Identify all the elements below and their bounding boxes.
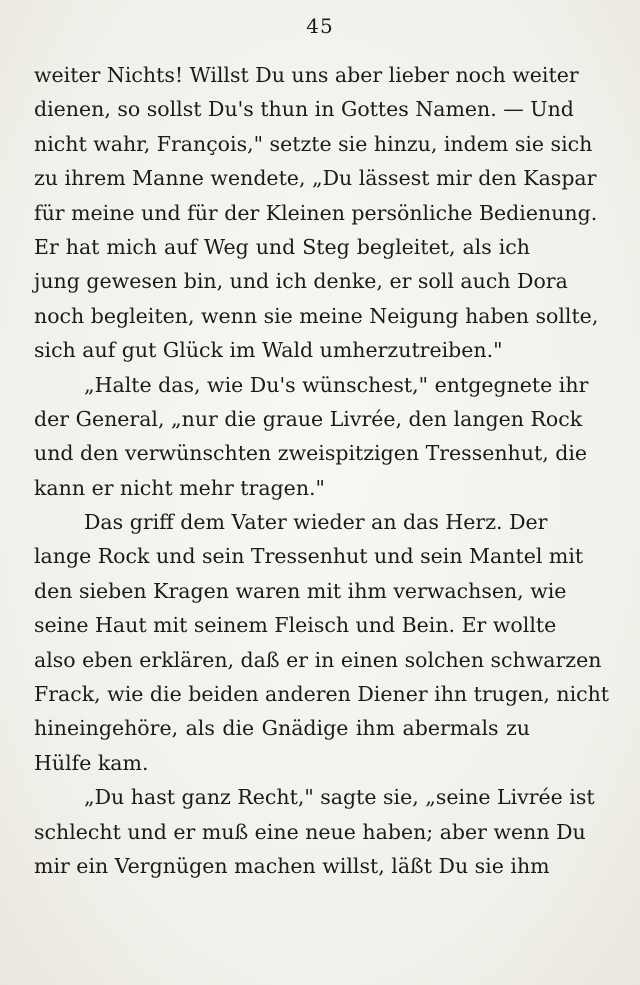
text-line: kann er nicht mehr tragen.": [34, 475, 325, 500]
text-line: also eben erklären, daß er in einen solchen schwarzen: [34, 647, 602, 672]
text-line: sich auf gut Glück im Wald umherzutreiben.": [34, 338, 503, 363]
text-line: noch begleiten, wenn sie meine Neigung haben sollte,: [34, 303, 599, 328]
text-line: zu ihrem Manne wendete, „Du lässest mir den Kaspar: [34, 166, 597, 191]
text-line: „Du hast ganz Recht," sagte sie, „seine Livrée ist: [84, 785, 595, 810]
text-line: Er hat mich auf Weg und Steg begleitet, als ich: [34, 234, 530, 259]
text-line: jung gewesen bin, und ich denke, er soll auch Dora: [34, 269, 568, 294]
text-line: Das griff dem Vater wieder an das Herz. Der: [84, 510, 548, 535]
text-line: mir ein Vergnügen machen willst, läßt Du sie ihm: [34, 853, 550, 878]
text-line: „Halte das, wie Du's wünschest," entgegnete ihr: [84, 372, 589, 397]
body-text: [34, 58, 610, 883]
text-line: lange Rock und sein Tressenhut und sein Mantel mit: [34, 544, 584, 569]
text-line: der General, „nur die graue Livrée, den langen Rock: [34, 406, 583, 431]
text-line: Frack, wie die beiden anderen Diener ihn trugen, nicht: [34, 682, 610, 707]
text-line: seine Haut mit seinem Fleisch und Bein. Er wollte: [34, 613, 557, 638]
text-line: Hülfe kam.: [34, 750, 149, 775]
text-line: für meine und für der Kleinen persönliche Bedienung.: [34, 200, 598, 225]
text-line: weiter Nichts! Willst Du uns aber lieber noch weiter: [34, 63, 579, 87]
text-line: den sieben Kragen waren mit ihm verwachsen, wie: [34, 578, 567, 603]
text-line: nicht wahr, François," setzte sie hinzu, indem sie sich: [34, 131, 593, 156]
page-number: 45: [306, 14, 334, 38]
text-line: dienen, so sollst Du's thun in Gottes Namen. — Und: [34, 97, 574, 122]
text-line: hineingehöre, als die Gnädige ihm abermals zu: [34, 716, 530, 741]
text-line: und den verwünschten zweispitzigen Tressenhut, die: [34, 441, 588, 466]
text-line: schlecht und er muß eine neue haben; aber wenn Du: [34, 819, 586, 844]
